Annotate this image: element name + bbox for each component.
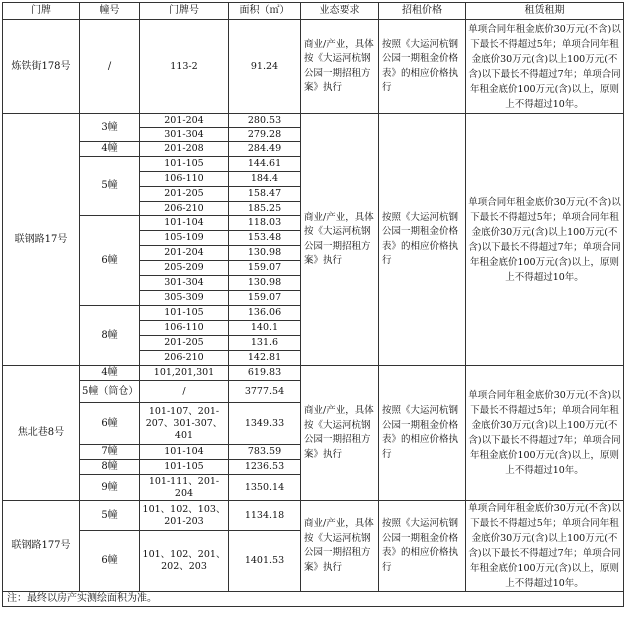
unit-cell: / [140, 381, 229, 403]
unit-cell: 206-210 [140, 202, 229, 216]
building-cell: 7幢 [80, 445, 140, 460]
area-cell: 91.24 [229, 20, 301, 114]
unit-cell: 305-309 [140, 291, 229, 306]
business-requirement: 商业/产业，具体按《大运河杭钢公园一期招租方案》执行 [301, 366, 379, 501]
note-row [3, 592, 624, 607]
lease-term: 单项合同年租金底价30万元(不含)以下最长不得超过5年；单项合同年租金底价30万元(含)以上100万元(不含)以下最长不得超过7年；单项合同年租金底价100万元(含)以上，原则上不得超过10年。 [466, 366, 624, 501]
pricing-cell: 按照《大运河杭钢公园一期租金价格表》的相应价格执行 [379, 20, 466, 114]
lease-term: 单项合同年租金底价30万元(不含)以下最长不得超过5年；单项合同年租金底价30万元(含)以上100万元(不含)以下最长不得超过7年；单项合同年租金底价100万元(含)以上，原则上不得超过10年。 [466, 20, 624, 114]
header-building: 幢号 [80, 3, 140, 20]
header-business: 业态要求 [301, 3, 379, 20]
unit-cell: 301-304 [140, 128, 229, 142]
area-cell: 144.61 [229, 157, 301, 172]
area-cell: 184.4 [229, 172, 301, 187]
door-cell: 联钢路177号 [3, 501, 80, 592]
unit-cell: 301-304 [140, 276, 229, 291]
unit-cell: 201-208 [140, 142, 229, 157]
unit-cell: 101-104 [140, 216, 229, 231]
lease-term: 单项合同年租金底价30万元(不含)以下最长不得超过5年；单项合同年租金底价30万元(含)以上100万元(不含)以下最长不得超过7年；单项合同年租金底价100万元(含)以上，原则上不得超过10年。 [466, 501, 624, 592]
table-row [3, 20, 624, 114]
building-cell: 8幢 [80, 306, 140, 366]
building-cell: 6幢 [80, 216, 140, 306]
building-cell: 9幢 [80, 475, 140, 501]
header-unit: 门牌号 [140, 3, 229, 20]
unit-cell: 101-105 [140, 157, 229, 172]
area-cell: 131.6 [229, 336, 301, 351]
unit-cell: 101-104 [140, 445, 229, 460]
area-cell: 1350.14 [229, 475, 301, 501]
business-requirement: 商业/产业，具体按《大运河杭钢公园一期招租方案》执行 [301, 20, 379, 114]
unit-cell: 113-2 [140, 20, 229, 114]
table-row [3, 501, 624, 531]
building-cell: 5幢（筒仓） [80, 381, 140, 403]
area-cell: 783.59 [229, 445, 301, 460]
pricing-cell: 按照《大运河杭钢公园一期租金价格表》的相应价格执行 [379, 366, 466, 501]
unit-cell: 106-110 [140, 172, 229, 187]
building-cell: 8幢 [80, 460, 140, 475]
table-note: 注：最终以房产实测绘面积为准。 [3, 592, 624, 607]
building-cell: 3幢 [80, 114, 140, 142]
door-cell: 炼铁街178号 [3, 20, 80, 114]
area-cell: 3777.54 [229, 381, 301, 403]
area-cell: 153.48 [229, 231, 301, 246]
area-cell: 1236.53 [229, 460, 301, 475]
building-cell: 5幢 [80, 157, 140, 216]
building-cell: 4幢 [80, 366, 140, 381]
unit-cell: 201-205 [140, 187, 229, 202]
pricing-cell: 按照《大运河杭钢公园一期租金价格表》的相应价格执行 [379, 114, 466, 366]
header-row [3, 3, 624, 20]
unit-cell: 201-204 [140, 114, 229, 128]
area-cell: 1134.18 [229, 501, 301, 531]
lease-table [2, 2, 624, 607]
area-cell: 142.81 [229, 351, 301, 366]
unit-cell: 101-105 [140, 306, 229, 321]
unit-cell: 101-111、201-204 [140, 475, 229, 501]
area-cell: 158.47 [229, 187, 301, 202]
door-cell: 焦北巷8号 [3, 366, 80, 501]
area-cell: 118.03 [229, 216, 301, 231]
table-row [3, 114, 624, 128]
building-cell: 6幢 [80, 403, 140, 445]
header-pricing: 招租价格 [379, 3, 466, 20]
unit-cell: 201-205 [140, 336, 229, 351]
pricing-cell: 按照《大运河杭钢公园一期租金价格表》的相应价格执行 [379, 501, 466, 592]
unit-cell: 106-110 [140, 321, 229, 336]
building-cell: 5幢 [80, 501, 140, 531]
area-cell: 159.07 [229, 261, 301, 276]
header-door: 门牌 [3, 3, 80, 20]
table-row [3, 366, 624, 381]
business-requirement: 商业/产业，具体按《大运河杭钢公园一期招租方案》执行 [301, 114, 379, 366]
building-cell: / [80, 20, 140, 114]
area-cell: 130.98 [229, 276, 301, 291]
area-cell: 1401.53 [229, 531, 301, 592]
area-cell: 1349.33 [229, 403, 301, 445]
lease-term: 单项合同年租金底价30万元(不含)以下最长不得超过5年；单项合同年租金底价30万元(含)以上100万元(不含)以下最长不得超过7年；单项合同年租金底价100万元(含)以上，原则上不得超过10年。 [466, 114, 624, 366]
unit-cell: 101,201,301 [140, 366, 229, 381]
door-cell: 联钢路17号 [3, 114, 80, 366]
header-term: 租赁租期 [466, 3, 624, 20]
unit-cell: 105-109 [140, 231, 229, 246]
unit-cell: 101、102、103、201-203 [140, 501, 229, 531]
building-cell: 6幢 [80, 531, 140, 592]
table-body [3, 20, 624, 607]
area-cell: 130.98 [229, 246, 301, 261]
area-cell: 159.07 [229, 291, 301, 306]
unit-cell: 101-105 [140, 460, 229, 475]
business-requirement: 商业/产业，具体按《大运河杭钢公园一期招租方案》执行 [301, 501, 379, 592]
area-cell: 140.1 [229, 321, 301, 336]
unit-cell: 205-209 [140, 261, 229, 276]
area-cell: 619.83 [229, 366, 301, 381]
area-cell: 279.28 [229, 128, 301, 142]
unit-cell: 206-210 [140, 351, 229, 366]
unit-cell: 101-107、201-207、301-307、401 [140, 403, 229, 445]
unit-cell: 201-204 [140, 246, 229, 261]
building-cell: 4幢 [80, 142, 140, 157]
area-cell: 284.49 [229, 142, 301, 157]
area-cell: 280.53 [229, 114, 301, 128]
header-area: 面积（㎡） [229, 3, 301, 20]
area-cell: 136.06 [229, 306, 301, 321]
area-cell: 185.25 [229, 202, 301, 216]
unit-cell: 101、102、201、202、203 [140, 531, 229, 592]
